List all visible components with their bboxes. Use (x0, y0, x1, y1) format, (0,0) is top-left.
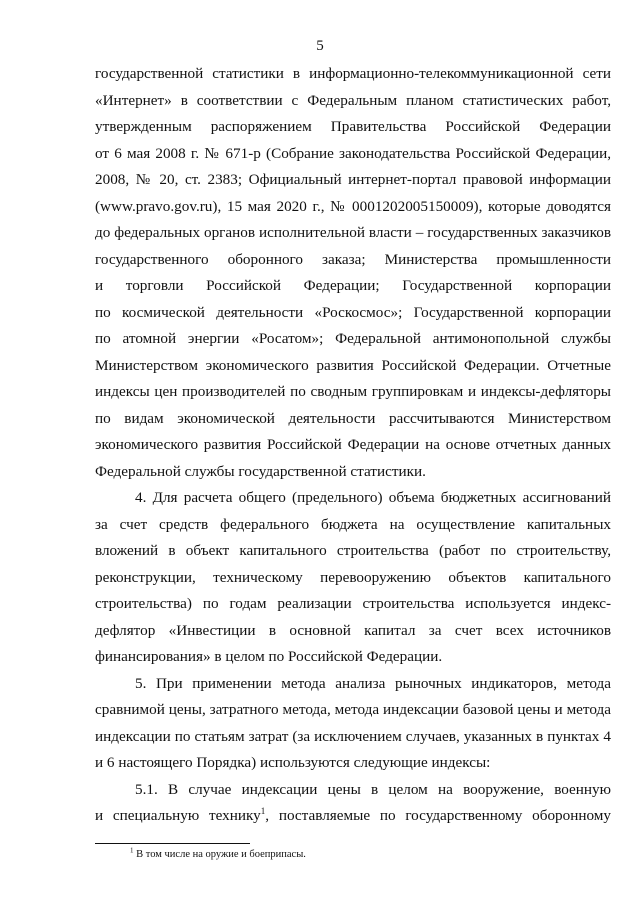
paragraph-line: реконструкции, техническому перевооружению объектов капитального (95, 568, 611, 586)
paragraph-line: строительства) по годам реализации строительства используется индекс- (95, 595, 611, 612)
footnote (130, 848, 306, 862)
paragraph-line: (www.pravo.gov.ru), 15 мая 2020 г., № 0001202005150009), которые доводятся (95, 197, 611, 215)
paragraph-line (95, 803, 611, 830)
paragraph-5-1 (95, 777, 611, 830)
paragraph-line: до федеральных органов исполнительной власти – государственных заказчиков (95, 224, 611, 241)
footnote-marker: 1 (130, 846, 134, 855)
paragraph-line: 5. При применении метода анализа рыночных индикаторов, метода (135, 674, 611, 692)
paragraph-line: «Интернет» в соответствии с Федеральным планом статистических работ, (95, 91, 611, 109)
paragraph-line: государственной статистики в информационно-телекоммуникационной сети (95, 65, 611, 82)
document-body (95, 61, 611, 830)
text-span: , поставляемые по государственному оборонному (265, 807, 611, 824)
paragraph-line: 5.1. В случае индексации цены в целом на вооружение, военную (135, 780, 611, 798)
paragraph-line: за счет средств федерального бюджета на осуществление капитальных (95, 515, 611, 533)
paragraph-line: и торговли Российской Федерации; Государственной корпорации (95, 277, 611, 294)
paragraph-line: экономического развития Российской Федерации на основе отчетных данных (95, 436, 611, 453)
paragraph-line: государственного оборонного заказа; Министерства промышленности (95, 250, 611, 268)
paragraph-line: утвержденным распоряжением Правительства Российской Федерации (95, 118, 611, 135)
paragraph-line: 2008, № 20, ст. 2383; Официальный интернет-портал правовой информации (95, 171, 611, 188)
paragraph-line: по атомной энергии «Росатом»; Федеральной антимонопольной службы (95, 330, 611, 347)
paragraph-line: финансирования» в целом по Российской Федерации. (95, 648, 443, 665)
paragraph-line: и 6 настоящего Порядка) используются следующие индексы: (95, 754, 491, 771)
paragraph-line: по космической деятельности «Роскосмос»; Государственной корпорации (95, 303, 611, 321)
paragraph-line: от 6 мая 2008 г. № 671-р (Собрание законодательства Российской Федерации, (95, 144, 611, 162)
footnote-reference: 1 (260, 805, 266, 816)
paragraph-line: Министерством экономического развития Российской Федерации. Отчетные (95, 356, 611, 374)
paragraph-line: Федеральной службы государственной статистики. (95, 462, 426, 480)
paragraph-line: 4. Для расчета общего (предельного) объема бюджетных ассигнований (135, 489, 611, 506)
footnote-separator (95, 843, 250, 844)
paragraph-line: вложений в объект капитального строительства (работ по строительству, (95, 542, 611, 559)
paragraph-continuation (95, 61, 611, 485)
paragraph-line: дефлятор «Инвестиции в основной капитал за счет всех источников (95, 621, 611, 639)
page-number: 5 (316, 38, 324, 54)
paragraph-line: индексации по статьям затрат (за исключением случаев, указанных в пунктах 4 (95, 727, 611, 745)
paragraph-line: по видам экономической деятельности рассчитываются Министерством (95, 409, 611, 427)
footnote-text: В том числе на оружие и боеприпасы. (133, 849, 306, 860)
text-span: и специальную технику (95, 807, 261, 824)
paragraph-4 (95, 485, 611, 671)
paragraph-line: индексы цен производителей по сводным группировкам и индексы-дефляторы (95, 383, 611, 400)
paragraph-line: сравнимой цены, затратного метода, метода индексации базовой цены и метода (95, 701, 611, 718)
paragraph-5 (95, 671, 611, 777)
